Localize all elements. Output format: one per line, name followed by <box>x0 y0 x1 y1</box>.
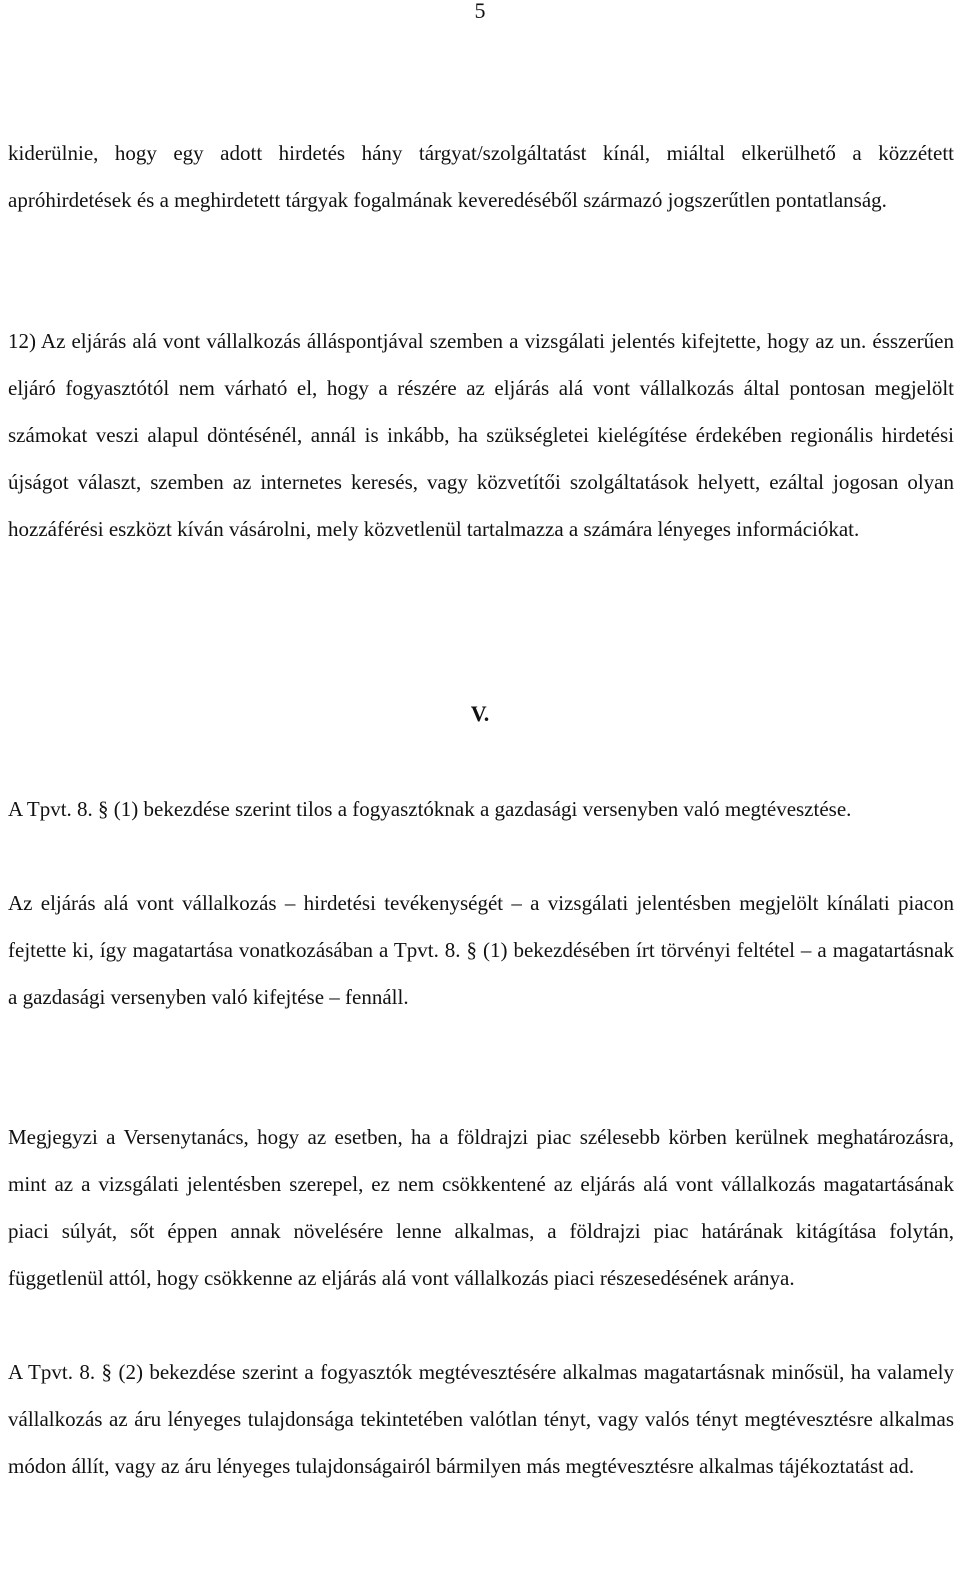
paragraph-intro-continuation: kiderülnie, hogy egy adott hirdetés hány tárgyat/szolgáltatást kínál, miáltal elkerülhető a közzétett apróhirdetések és a meghirdetett tárgyak fogalmának keveredéséből származó jogszerűtlen pontatlanság. <box>8 141 954 212</box>
paragraph-tpvt-8-1: A Tpvt. 8. § (1) bekezdése szerint tilos a fogyasztóknak a gazdasági versenyben való megtévesztése. <box>8 797 852 821</box>
paragraph-tpvt-8-2: A Tpvt. 8. § (2) bekezdése szerint a fogyasztók megtévesztésére alkalmas magatartásnak minősül, ha valamely vállalkozás az áru lényeges tulajdonsága tekintetében valótlan tényt, vagy valós tényt megtévesztésre alkalmas módon állít, vagy az áru lényeges tulajdonságairól bármilyen más megtévesztésre alkalmas tájékoztatást ad. <box>8 1360 954 1478</box>
section-heading: V. <box>470 701 490 726</box>
page-number: 5 <box>474 0 486 23</box>
paragraph-market-activity: Az eljárás alá vont vállalkozás – hirdetési tevékenységét – a vizsgálati jelentésben megjelölt kínálati piacon fejtette ki, így magatartása vonatkozásában a Tpvt. 8. § (1) bekezdésében írt törvényi feltétel – a magatartásnak a gazdasági versenyben való kifejtése – fennáll. <box>8 891 954 1009</box>
paragraph-12: 12) Az eljárás alá vont vállalkozás álláspontjával szemben a vizsgálati jelentés kifejtette, hogy az un. ésszerűen eljáró fogyasztótól nem várható el, hogy a részére az eljárás alá vont vállalkozás által pontosan megjelölt számokat veszi alapul döntésénél, annál is inkább, ha szükségletei kielégítése érdekében regionális hirdetési újságot választ, szemben az internetes keresés, vagy közvetítői szolgáltatások helyett, ezáltal jogosan olyan hozzáférési eszközt kíván vásárolni, mely közvetlenül tartalmazza a számára lényeges információkat. <box>8 329 954 541</box>
paragraph-versenytanacs-note: Megjegyzi a Versenytanács, hogy az esetben, ha a földrajzi piac szélesebb körben kerülnek meghatározásra, mint az a vizsgálati jelentésben szerepel, ez nem csökkentené az eljárás alá vont vállalkozás magatartásának piaci súlyát, sőt éppen annak növelésére lenne alkalmas, a földrajzi piac határának kitágítása folytán, függetlenül attól, hogy csökkenne az eljárás alá vont vállalkozás piaci részesedésének aránya. <box>8 1125 954 1290</box>
